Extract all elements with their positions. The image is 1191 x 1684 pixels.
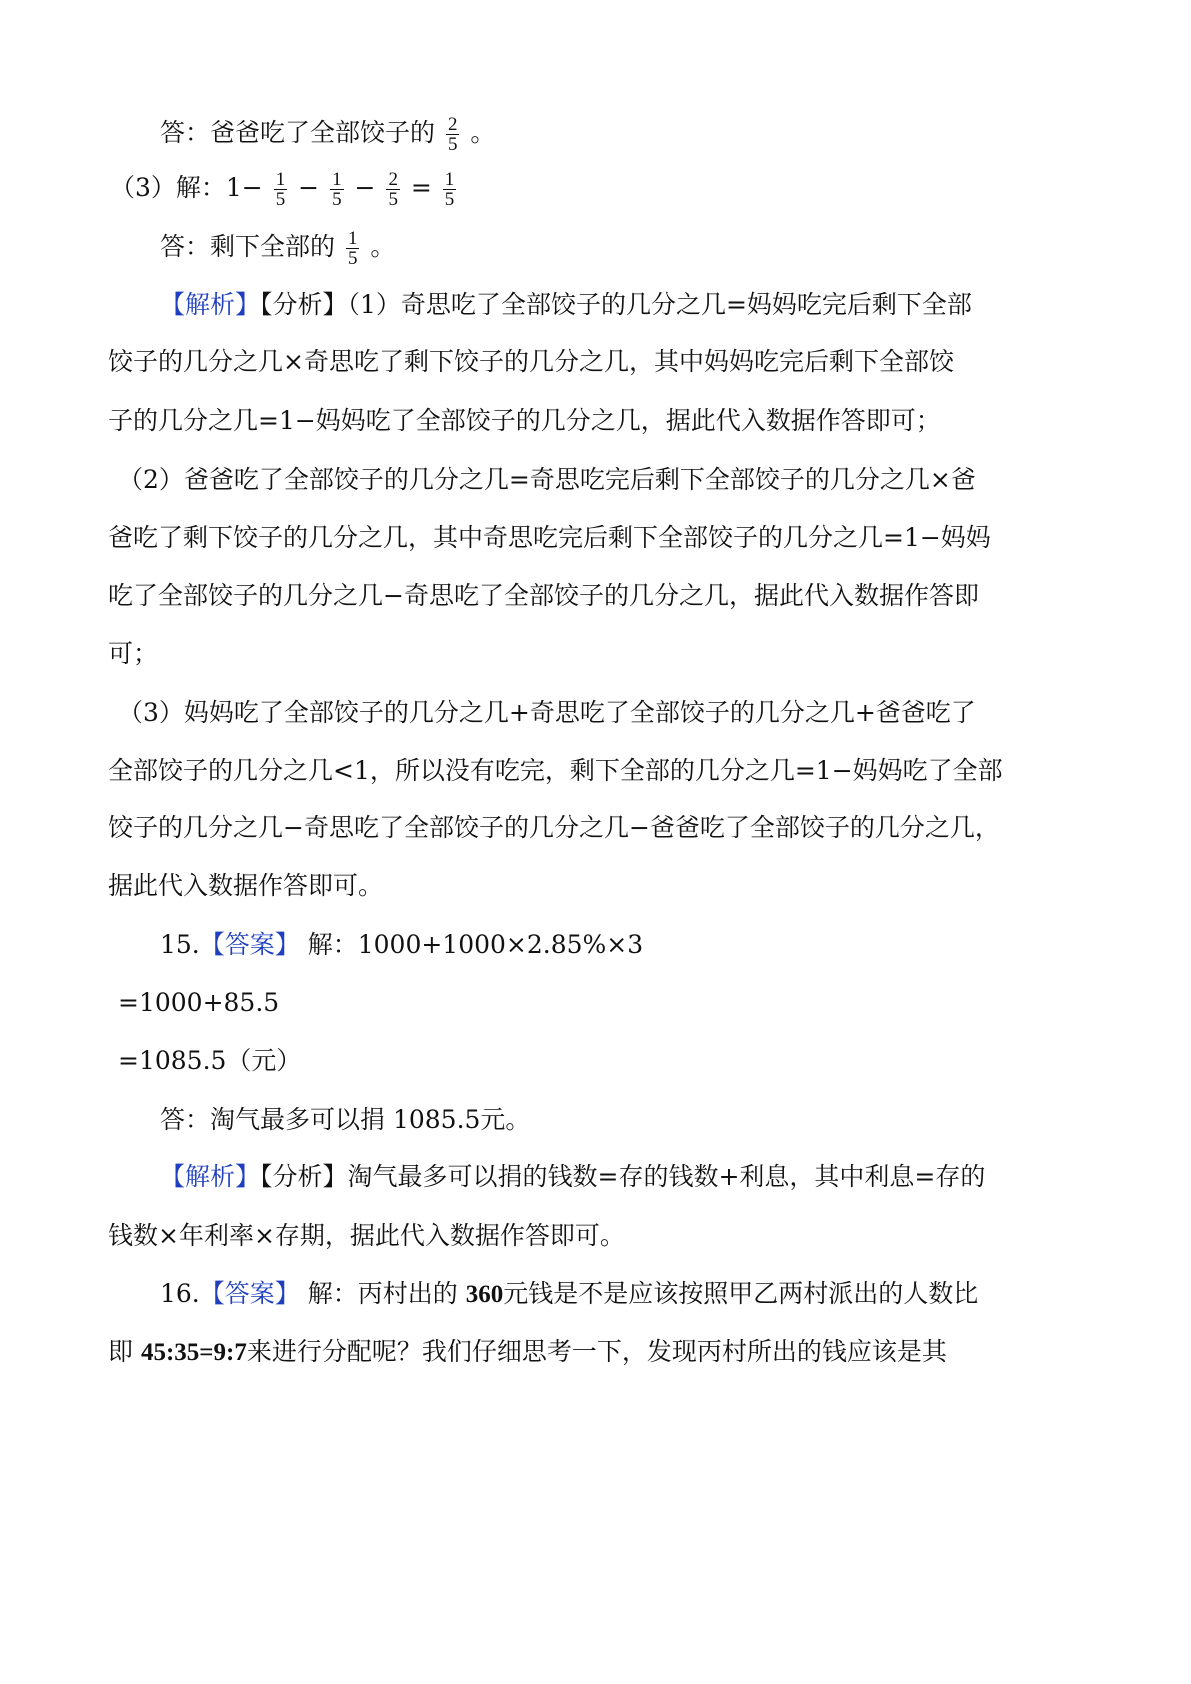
fenxi-label: 【分析】 — [260, 290, 348, 319]
calc-line: =1000+85.5 — [118, 988, 280, 1017]
question-16-answer: 16.【答案】 解：丙村出的 360元钱是不是应该按照甲乙两村派出的人数比 — [160, 1279, 979, 1308]
question-number: 15. — [160, 930, 200, 959]
analysis-line: 饺子的几分之几−奇思吃了全部饺子的几分之几−爸爸吃了全部饺子的几分之几， — [108, 813, 1000, 842]
jiexi-label: 【解析】 — [160, 290, 261, 319]
analysis-line: 钱数×年利率×存期，据此代入数据作答即可。 — [108, 1221, 625, 1250]
analysis-line: 吃了全部饺子的几分之几−奇思吃了全部饺子的几分之几，据此代入数据作答即 — [108, 581, 979, 610]
solution-line-3: （3）解：1− $\frac{1}{5}$ − $\frac{1}{5}$ − $\frac{2}{5}$ = $\frac{1}{5}$ — [110, 169, 455, 210]
analysis-line: 据此代入数据作答即可。 — [108, 871, 384, 900]
question-15-answer: 15.【答案】 解：1000+1000×2.85%×3 — [160, 930, 644, 959]
analysis-line: 【解析】【分析】淘气最多可以捐的钱数=存的钱数+利息，其中利息=存的 — [160, 1162, 986, 1191]
question-number: 16. — [160, 1279, 200, 1308]
fraction: $\frac{1}{5}$ — [347, 228, 358, 269]
answer-label: 【答案】 — [199, 1279, 300, 1308]
analysis-line: 【解析】【分析】（1）奇思吃了全部饺子的几分之几=妈妈吃完后剩下全部 — [160, 290, 972, 319]
answer-label: 【答案】 — [199, 930, 300, 959]
fenxi-label: 【分析】 — [260, 1162, 348, 1191]
answer-line: 答：淘气最多可以捐 1085.5元。 — [160, 1105, 531, 1134]
answer-line-remaining: 答：剩下全部的 $\frac{1}{5}$ 。 — [160, 228, 396, 269]
analysis-line: 全部饺子的几分之几<1，所以没有吃完，剩下全部的几分之几=1−妈妈吃了全部 — [108, 756, 1003, 785]
solution-prefix: （3）解：1− — [110, 173, 263, 202]
paragraph-line: 即 45:35=9:7来进行分配呢？我们仔细思考一下，发现丙村所出的钱应该是其 — [108, 1337, 947, 1366]
calc-line: =1085.5（元） — [118, 1046, 302, 1075]
fraction: $\frac{2}{5}$ — [447, 114, 458, 155]
answer-text: 答：剩下全部的 — [160, 232, 336, 261]
analysis-line: （3）妈妈吃了全部饺子的几分之几+奇思吃了全部饺子的几分之几+爸爸吃了 — [118, 698, 976, 727]
fraction: $\frac{1}{5}$ — [444, 169, 455, 210]
answer-line-dad: 答：爸爸吃了全部饺子的 $\frac{2}{5}$ 。 — [160, 114, 496, 155]
analysis-line: 饺子的几分之几×奇思吃了剩下饺子的几分之几，其中妈妈吃完后剩下全部饺 — [108, 347, 954, 376]
answer-text: 答：爸爸吃了全部饺子的 — [160, 118, 436, 147]
fraction: $\frac{1}{5}$ — [275, 169, 286, 210]
fraction: $\frac{2}{5}$ — [388, 169, 398, 210]
analysis-line: 可； — [108, 639, 159, 668]
jiexi-label: 【解析】 — [160, 1162, 261, 1191]
analysis-line: 子的几分之几=1−妈妈吃了全部饺子的几分之几，据此代入数据作答即可； — [108, 406, 941, 435]
analysis-line: 爸吃了剩下饺子的几分之几，其中奇思吃完后剩下全部饺子的几分之几=1−妈妈 — [108, 523, 991, 552]
analysis-line: （2）爸爸吃了全部饺子的几分之几=奇思吃完后剩下全部饺子的几分之几×爸 — [118, 465, 976, 494]
ratio-value: 45:35=9:7 — [140, 1339, 247, 1366]
amount-value: 360 — [465, 1281, 504, 1308]
fraction: $\frac{1}{5}$ — [332, 169, 342, 210]
